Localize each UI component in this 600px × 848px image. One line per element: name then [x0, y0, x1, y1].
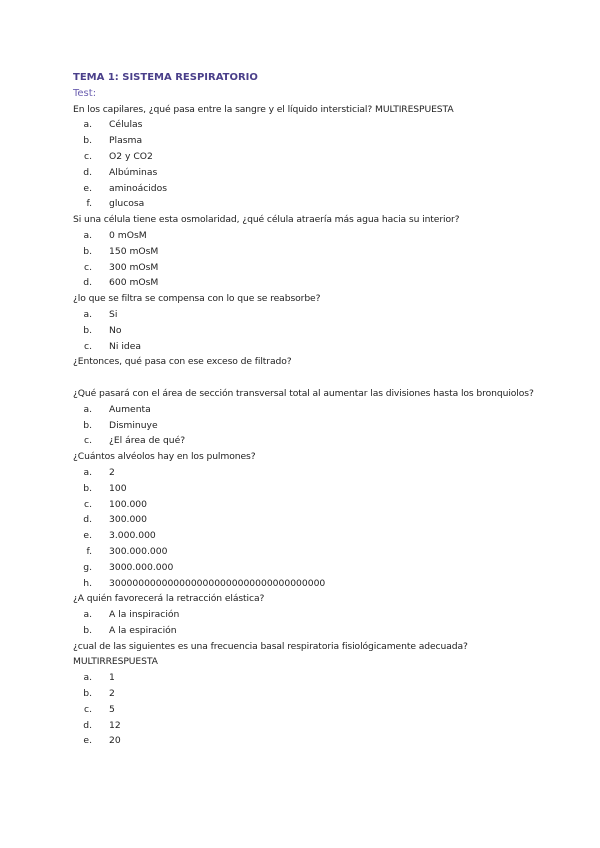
option-marker: c. — [84, 150, 92, 162]
option-item — [73, 418, 553, 434]
option-item — [73, 133, 553, 149]
question-text: ¿cual de las siguientes es una frecuencia basal respiratoria fisiológicamente adecuada? MULTIRRESPUESTA — [73, 640, 468, 668]
option-text: Células — [109, 119, 143, 131]
option-marker: f. — [86, 198, 92, 210]
option-item — [73, 196, 553, 212]
option-marker: e. — [83, 735, 92, 747]
question-text: ¿lo que se filtra se compensa con lo que se reabsorbe? — [73, 293, 321, 305]
option-item — [73, 433, 553, 449]
option-item — [73, 718, 553, 734]
option-marker: a. — [83, 672, 92, 684]
question-text: ¿Qué pasará con el área de sección transversal total al aumentar las divisiones hasta los bronquiolos? — [73, 387, 534, 399]
option-marker: c. — [84, 703, 92, 715]
option-text: Albúminas — [109, 166, 158, 178]
option-text: Ni idea — [109, 340, 142, 352]
question-text: En los capilares, ¿qué pasa entre la sangre y el líquido intersticial? MULTIRESPUESTA — [73, 103, 454, 115]
option-text: No — [109, 324, 122, 336]
option-item — [73, 512, 553, 528]
option-item — [73, 670, 553, 686]
option-marker: b. — [83, 419, 92, 431]
option-item — [73, 497, 553, 513]
option-text: 0 mOsM — [109, 229, 147, 241]
question-text: ¿A quién favorecerá la retracción elástica? — [73, 593, 265, 605]
option-text: Plasma — [109, 135, 143, 147]
option-text: Disminuye — [109, 419, 158, 431]
option-item — [73, 560, 553, 576]
document-title: TEMA 1: SISTEMA RESPIRATORIO — [73, 72, 258, 83]
option-text: 20 — [109, 735, 121, 747]
option-item — [73, 544, 553, 560]
option-text: 2 — [109, 688, 115, 700]
option-text: 300 mOsM — [109, 261, 159, 273]
option-marker: d. — [83, 514, 92, 526]
option-marker: b. — [83, 482, 92, 494]
option-marker: c. — [84, 498, 92, 510]
option-item — [73, 528, 553, 544]
option-marker: a. — [83, 229, 92, 241]
option-item — [73, 733, 553, 749]
option-marker: a. — [83, 403, 92, 415]
option-item — [73, 702, 553, 718]
option-item — [73, 607, 553, 623]
option-list — [73, 465, 553, 591]
option-marker: a. — [83, 609, 92, 621]
option-text: A la espiración — [109, 624, 177, 636]
option-marker: c. — [84, 435, 92, 447]
option-text: 12 — [109, 719, 121, 731]
option-item — [73, 323, 553, 339]
option-item — [73, 686, 553, 702]
option-text: glucosa — [109, 198, 145, 210]
option-text: 100.000 — [109, 498, 147, 510]
option-marker: c. — [84, 261, 92, 273]
option-list — [73, 307, 553, 354]
option-text: 3000000000000000000000000000000000000 — [109, 577, 326, 589]
blank-line — [73, 370, 553, 386]
option-marker: a. — [83, 466, 92, 478]
option-text: ¿El área de qué? — [109, 435, 186, 447]
question-text: ¿Entonces, qué pasa con ese exceso de filtrado? — [73, 356, 292, 368]
option-marker: h. — [83, 577, 92, 589]
option-marker: a. — [83, 308, 92, 320]
option-text: A la inspiración — [109, 609, 180, 621]
option-marker: c. — [84, 340, 92, 352]
question-list — [73, 102, 553, 750]
option-marker: d. — [83, 166, 92, 178]
question-text: ¿Cuántos alvéolos hay en los pulmones? — [73, 451, 256, 463]
document-page — [73, 70, 553, 749]
option-marker: d. — [83, 719, 92, 731]
option-item — [73, 165, 553, 181]
option-marker: b. — [83, 245, 92, 257]
option-item — [73, 260, 553, 276]
option-marker: a. — [83, 119, 92, 131]
option-item — [73, 339, 553, 355]
option-item — [73, 181, 553, 197]
option-list — [73, 228, 553, 291]
option-marker: b. — [83, 324, 92, 336]
document-subtitle: Test: — [73, 87, 97, 99]
option-item — [73, 623, 553, 639]
option-text: 300.000 — [109, 514, 147, 526]
option-item — [73, 465, 553, 481]
option-marker: g. — [83, 561, 92, 573]
option-text: 2 — [109, 466, 115, 478]
option-text: 3.000.000 — [109, 530, 156, 542]
option-list — [73, 402, 553, 449]
option-text: 150 mOsM — [109, 245, 159, 257]
option-marker: d. — [83, 277, 92, 289]
option-text: Aumenta — [109, 403, 151, 415]
option-marker: e. — [83, 530, 92, 542]
option-text: Si — [109, 308, 118, 320]
option-text: O2 y CO2 — [109, 150, 153, 162]
option-text: 5 — [109, 703, 115, 715]
option-item — [73, 402, 553, 418]
option-marker: b. — [83, 624, 92, 636]
option-text: aminoácidos — [109, 182, 168, 194]
option-item — [73, 307, 553, 323]
option-text: 1 — [109, 672, 115, 684]
option-marker: f. — [86, 545, 92, 557]
option-marker: b. — [83, 688, 92, 700]
option-item — [73, 576, 553, 592]
option-item — [73, 117, 553, 133]
option-text: 300.000.000 — [109, 545, 168, 557]
option-text: 3000.000.000 — [109, 561, 174, 573]
option-marker: e. — [83, 182, 92, 194]
option-list — [73, 607, 553, 639]
option-item — [73, 275, 553, 291]
option-item — [73, 481, 553, 497]
option-list — [73, 117, 553, 212]
option-item — [73, 228, 553, 244]
option-list — [73, 670, 553, 749]
option-marker: b. — [83, 135, 92, 147]
option-item — [73, 244, 553, 260]
question-text: Si una célula tiene esta osmolaridad, ¿qué célula atraería más agua hacia su interior? — [73, 214, 460, 226]
option-text: 100 — [109, 482, 127, 494]
option-text: 600 mOsM — [109, 277, 159, 289]
option-item — [73, 149, 553, 165]
